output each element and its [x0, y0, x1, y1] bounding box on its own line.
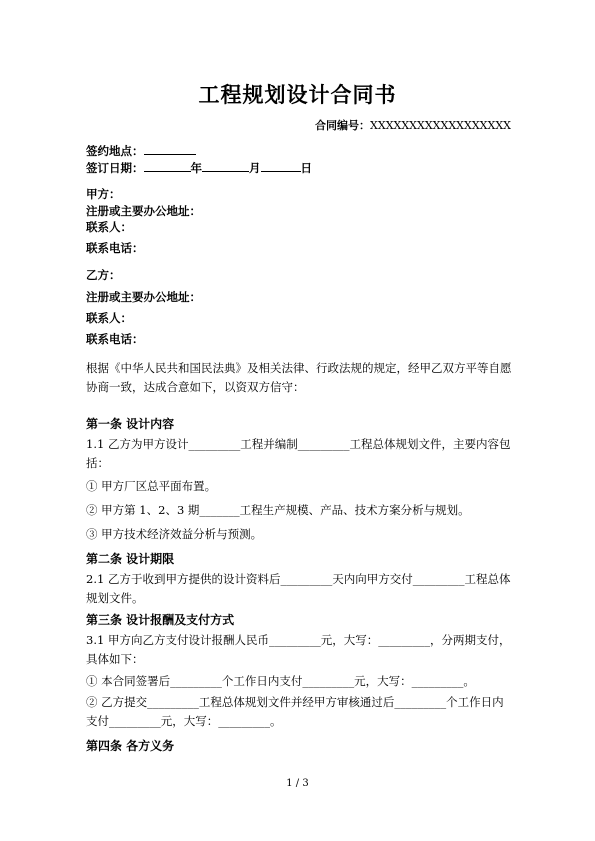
sign-place-blank — [144, 143, 196, 155]
article-1-1-paragraph: 1.1 乙方为甲方设计_________工程并编制_________工程总体规划文件，主要内容包括： — [86, 437, 511, 470]
sign-date — [86, 160, 312, 176]
page-number: 1 / 3 — [286, 778, 309, 789]
article-2-heading: 第二条 设计期限 — [86, 552, 175, 566]
year-blank — [144, 160, 191, 172]
sign-date-label: 签订日期： — [86, 161, 144, 175]
party-a-label: 甲方： — [86, 187, 121, 201]
contract-number-value: XXXXXXXXXXXXXXXXXX — [370, 119, 511, 132]
sign-place-label: 签约地点： — [86, 144, 144, 158]
document-title: 工程规划设计合同书 — [198, 82, 397, 107]
article-1-item-2: ② 甲方第 1、2、3 期_______工程生产规模、产品、技术方案分析与规划。 — [86, 503, 470, 517]
party-a-contact: 联系人： — [86, 220, 132, 234]
article-1-item-3: ③ 甲方技术经济效益分析与预测。 — [86, 527, 263, 541]
party-b-label: 乙方： — [86, 268, 121, 282]
contract-number — [315, 117, 511, 133]
article-3-item-2: ② 乙方提交_________工程总体规划文件并经甲方审核通过后_________个工作日内支付_________元，大写：_________。 — [86, 695, 504, 728]
sign-place — [86, 143, 196, 159]
party-b-contact: 联系人： — [86, 311, 132, 325]
article-1-item-1: ① 甲方厂区总平面布置。 — [86, 479, 217, 493]
party-a-address: 注册或主要办公地址： — [86, 204, 201, 218]
contract-number-label: 合同编号： — [315, 119, 371, 132]
article-2-1-paragraph: 2.1 乙方于收到甲方提供的设计资料后_________天内向甲方交付_________工程总体规划文件。 — [86, 572, 511, 605]
article-3-item-1: ① 本合同签署后_________个工作日内支付_________元，大写：_________。 — [86, 674, 475, 688]
article-3-heading: 第三条 设计报酬及支付方式 — [86, 613, 235, 627]
party-b-address: 注册或主要办公地址： — [86, 290, 201, 304]
month-label: 月 — [249, 161, 261, 175]
party-b-phone: 联系电话： — [86, 332, 144, 346]
article-4-heading: 第四条 各方义务 — [86, 739, 175, 753]
preamble-paragraph: 根据《中华人民共和国民法典》及相关法律、行政法规的规定，经甲乙双方平等自愿协商一致，达成合意如下，以资双方信守： — [86, 361, 512, 394]
day-blank — [261, 160, 301, 172]
day-label: 日 — [300, 161, 312, 175]
year-label: 年 — [190, 161, 202, 175]
month-blank — [202, 160, 249, 172]
article-3-1-paragraph: 3.1 甲方向乙方支付设计报酬人民币_________元，大写：_________，分两期支付，具体如下： — [86, 633, 511, 666]
party-a-phone: 联系电话： — [86, 241, 144, 255]
article-1-heading: 第一条 设计内容 — [86, 417, 175, 431]
